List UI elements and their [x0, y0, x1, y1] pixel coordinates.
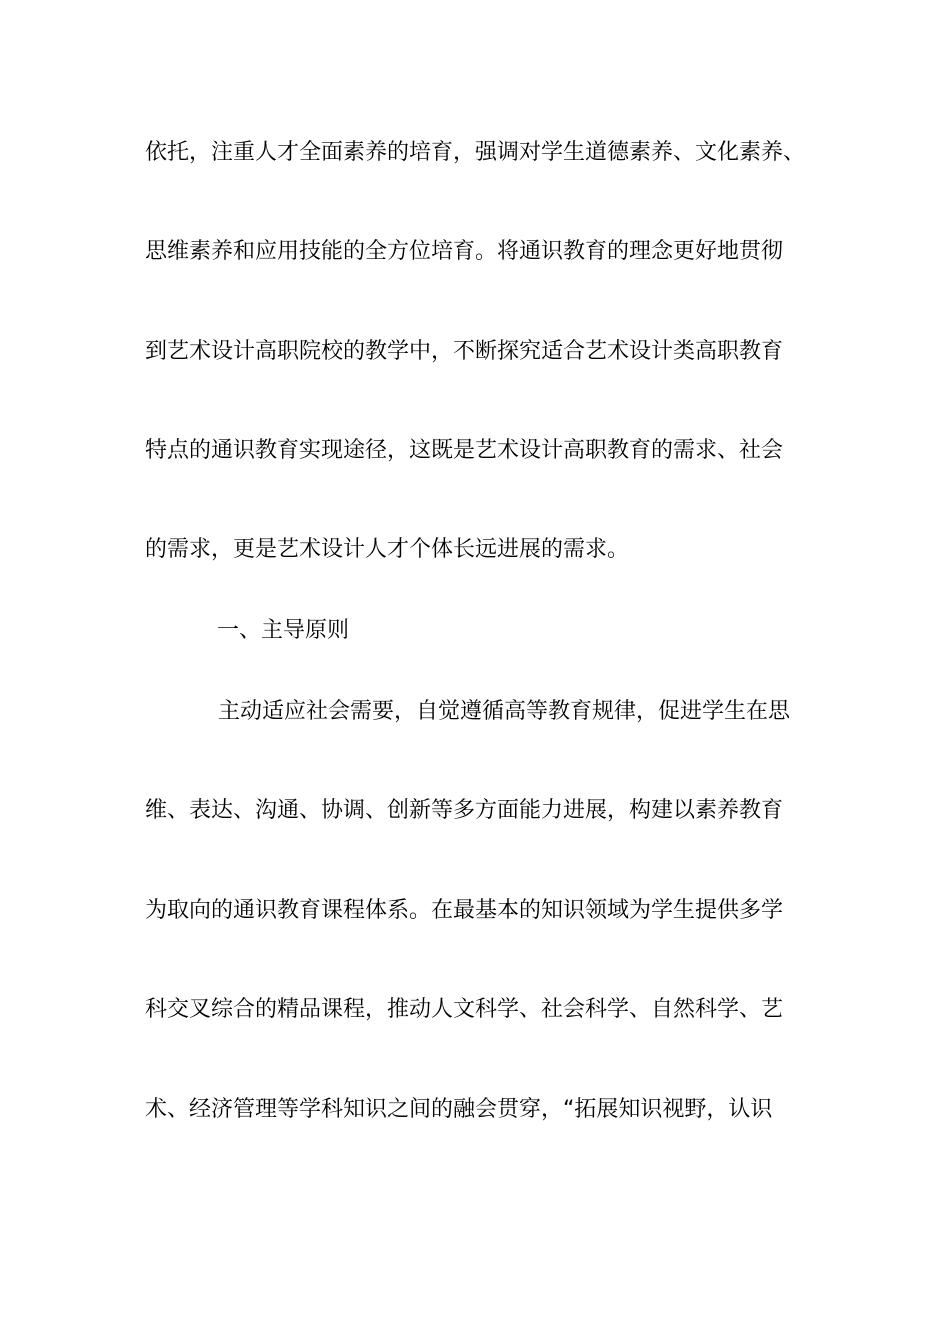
- paragraph-line: 依托，注重人才全面素养的培育，强调对学生道德素养、文化素养、: [145, 140, 806, 165]
- paragraph-line: 科交叉综合的精品课程，推动人文科学、社会科学、自然科学、艺: [145, 997, 784, 1022]
- paragraph-line: 维、表达、沟通、协调、创新等多方面能力进展，构建以素养教育: [145, 798, 784, 823]
- section-heading: 一、主导原则: [217, 618, 350, 643]
- paragraph-line: 特点的通识教育实现途径，这既是艺术设计高职教育的需求、社会: [145, 438, 784, 463]
- paragraph-line: 到艺术设计高职院校的教学中，不断探究适合艺术设计类高职教育: [145, 339, 784, 364]
- paragraph-line: 术、经济管理等学科知识之间的融会贯穿，“拓展知识视野，认识: [145, 1097, 773, 1122]
- paragraph-line: 为取向的通识教育课程体系。在最基本的知识领域为学生提供多学: [145, 898, 784, 923]
- paragraph-line: 思维素养和应用技能的全方位培育。将通识教育的理念更好地贯彻: [145, 239, 784, 264]
- paragraph-line: 的需求，更是艺术设计人才个体长远进展的需求。: [145, 537, 630, 562]
- paragraph-line: 主动适应社会需要，自觉遵循高等教育规律，促进学生在思: [218, 699, 791, 724]
